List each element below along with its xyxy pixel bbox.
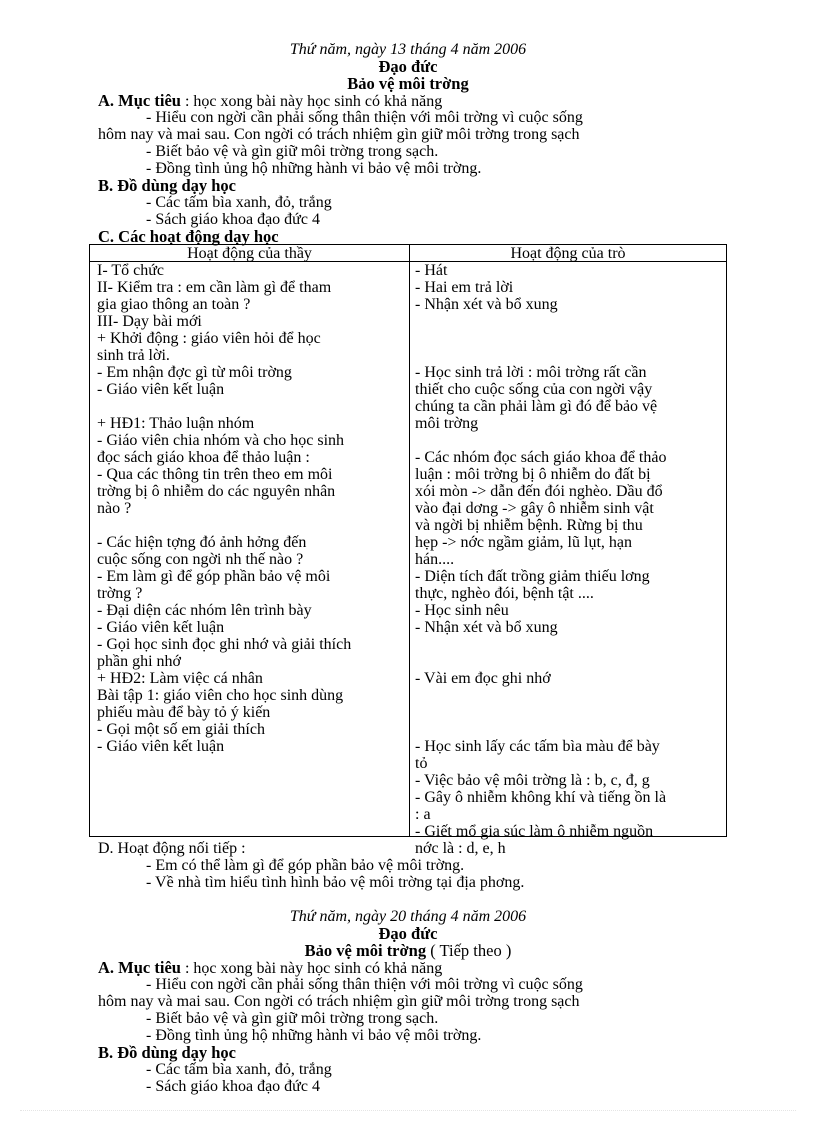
student-activity-line: - Học sinh lấy các tấm bìa màu để bày [415, 738, 660, 755]
student-activity-line: chúng ta cần phải làm gì đó để bảo vệ [415, 398, 658, 415]
teacher-activity-line: - Giáo viên chia nhóm và cho học sinh [97, 432, 345, 449]
lesson2-title: Bảo vệ môi trờng [304, 941, 427, 960]
lesson2-date: Thứ năm, ngày 20 tháng 4 năm 2006 [289, 908, 527, 925]
lesson2-objective-line: - Hiểu con ngời cần phải sống thân thiện với môi trờng vì cuộc sống [146, 976, 583, 993]
lesson1-subject: Đạo đức [378, 57, 438, 76]
student-activity-line: môi trờng [415, 415, 479, 432]
teacher-activity-line: Bài tập 1: giáo viên cho học sinh dùng [97, 687, 344, 704]
student-activity-line: - Diện tích đất trồng giảm thiếu lơng [415, 568, 650, 585]
student-activity-line: thực, nghèo đói, bệnh tật .... [415, 585, 594, 602]
teacher-activity-line: II- Kiểm tra : em cần làm gì để tham [97, 279, 332, 296]
lesson2-objective-line: - Biết bảo vệ và gìn giữ môi trờng trong sạch. [146, 1010, 439, 1027]
student-activity-line: - Các nhóm đọc sách giáo khoa để thảo [415, 449, 667, 466]
lesson2-title-line [0, 942, 816, 959]
teacher-activity-line: - Gọi học sinh đọc ghi nhớ và giải thích [97, 636, 352, 653]
teacher-activity-line: + Khởi động : giáo viên hỏi để học [97, 330, 321, 347]
teacher-activity-line: - Giáo viên kết luận [97, 381, 225, 398]
student-activities-cell [410, 262, 727, 857]
student-activity-line: và ngời bị nhiễm bệnh. Rừng bị thu [415, 517, 643, 534]
lesson2-objectives [98, 959, 442, 977]
teacher-activity-line: - Em nhận đợc gì từ môi trờng [97, 364, 292, 381]
teacher-column-header: Hoạt động của thầy [187, 245, 312, 262]
lesson1-materials-label: B. Đồ dùng dạy học [98, 176, 237, 195]
lesson1-objective-line: - Biết bảo vệ và gìn giữ môi trờng trong sạch. [146, 143, 439, 160]
student-activity-line: - Giết mổ gia súc làm ô nhiễm nguồn [415, 823, 654, 840]
student-header-cell [410, 245, 727, 262]
lesson2-objective-line: hôm nay và mai sau. Con ngời có trách nhiệm gìn giữ môi trờng trong sạch [98, 993, 580, 1010]
teacher-activity-line: - Gọi một số em giải thích [97, 721, 265, 738]
lesson1-objective-line: - Đồng tình ủng hộ những hành vi bảo vệ môi trờng. [146, 160, 482, 177]
student-activity-line: - Hai em trả lời [415, 279, 514, 296]
teacher-activity-line: - Em làm gì để góp phần bảo vệ môi [97, 568, 331, 585]
lesson1-material-line: - Sách giáo khoa đạo đức 4 [146, 211, 320, 228]
teacher-activity-line: gia giao thông an toàn ? [97, 296, 251, 313]
teacher-activity-line: - Đại diện các nhóm lên trình bày [97, 602, 312, 619]
student-activity-line: : a [415, 806, 431, 823]
teacher-activity-line: phiếu màu để bày tỏ ý kiến [97, 704, 271, 721]
lesson2-objective-line: - Đồng tình ủng hộ những hành vi bảo vệ môi trờng. [146, 1027, 482, 1044]
student-activity-line: xói mòn -> dẫn đến đói nghèo. Dầu đổ [415, 483, 663, 500]
student-activity-line: - Nhận xét và bổ xung [415, 619, 558, 636]
teacher-activity-line: - Giáo viên kết luận [97, 738, 225, 755]
lesson1-activities-label: C. Các hoạt động dạy học [98, 227, 279, 246]
teacher-activity-line: phần ghi nhớ [97, 653, 182, 670]
lesson2-title-suffix: ( Tiếp theo ) [426, 941, 512, 960]
lesson1-objectives-intro: : học xong bài này học sinh có khả năng [180, 93, 443, 110]
lesson1-date: Thứ năm, ngày 13 tháng 4 năm 2006 [289, 41, 527, 58]
student-activity-line: - Hát [415, 262, 448, 279]
teacher-activity-line: + HĐ1: Thảo luận nhóm [97, 415, 255, 432]
teacher-activity-line: - Các hiện tợng đó ảnh hởng đến [97, 534, 307, 551]
student-column-header: Hoạt động của trò [510, 245, 626, 262]
lesson1-followup-line: - Về nhà tìm hiểu tình hình bảo vệ môi trờng tại địa phơng. [146, 874, 525, 891]
teacher-activity-line: sinh trả lời. [97, 347, 170, 364]
lesson1-followup-label: D. Hoạt động nối tiếp : [98, 840, 246, 857]
teacher-activity-line: + HĐ2: Làm việc cá nhân [97, 670, 263, 687]
teacher-activity-line: - Qua các thông tin trên theo em môi [97, 466, 333, 483]
lesson1-objectives [98, 92, 442, 110]
teacher-activity-line: cuộc sống con ngời nh thế nào ? [97, 551, 304, 568]
student-activity-line: luận : môi trờng bị ô nhiễm do đất bị [415, 466, 651, 483]
teacher-activity-line: nào ? [97, 500, 132, 517]
teacher-activity-line: trờng bị ô nhiễm do các nguyên nhân [97, 483, 336, 500]
teacher-activity-line: đọc sách giáo khoa để thảo luận : [97, 449, 310, 466]
teacher-header-cell [90, 245, 410, 262]
student-activity-line: tỏ [415, 755, 428, 772]
student-activity-line: - Học sinh trả lời : môi trờng rất cần [415, 364, 647, 381]
student-activity-line: hán.... [415, 551, 455, 568]
student-activity-line: vào đại dơng -> gây ô nhiễm sinh vật [415, 500, 654, 517]
student-activity-line: hẹp -> nớc ngầm giảm, lũ lụt, hạn [415, 534, 632, 551]
lesson2-material-line: - Các tấm bìa xanh, đỏ, trắng [146, 1061, 332, 1078]
lesson2-material-line: - Sách giáo khoa đạo đức 4 [146, 1078, 320, 1095]
student-activity-line: - Gây ô nhiễm không khí và tiếng ồn là [415, 789, 667, 806]
lesson1-followup-line: - Em có thể làm gì để góp phần bảo vệ môi trờng. [146, 857, 465, 874]
student-activity-line: - Nhận xét và bổ xung [415, 296, 558, 313]
student-activity-line: - Học sinh nêu [415, 602, 509, 619]
teacher-activity-line: - Giáo viên kết luận [97, 619, 225, 636]
teacher-activity-line: III- Dạy bài mới [97, 313, 202, 330]
lesson2-objectives-label: A. Mục tiêu [98, 958, 181, 977]
lesson1-objectives-label: A. Mục tiêu [98, 91, 181, 110]
teacher-activities-cell [90, 262, 410, 837]
student-activity-line: - Việc bảo vệ môi trờng là : b, c, đ, g [415, 772, 650, 789]
lesson1-objective-line: - Hiểu con ngời cần phải sống thân thiện với môi trờng vì cuộc sống [146, 109, 583, 126]
student-activity-line: nớc là : d, e, h [415, 840, 506, 857]
student-activity-line: - Vài em đọc ghi nhớ [415, 670, 551, 687]
lesson2-materials-label: B. Đồ dùng dạy học [98, 1043, 237, 1062]
lesson2-objectives-intro: : học xong bài này học sinh có khả năng [180, 960, 443, 977]
lesson1-material-line: - Các tấm bìa xanh, đỏ, trắng [146, 194, 332, 211]
student-activity-line: thiết cho cuộc sống của con ngời vậy [415, 381, 653, 398]
teacher-activity-line: I- Tổ chức [97, 262, 165, 279]
lesson1-objective-line: hôm nay và mai sau. Con ngời có trách nhiệm gìn giữ môi trờng trong sạch [98, 126, 580, 143]
teacher-activity-line: trờng ? [97, 585, 143, 602]
lesson2-subject: Đạo đức [378, 924, 438, 943]
lesson1-title: Bảo vệ môi trờng [347, 74, 469, 93]
page-bottom-divider [20, 1110, 796, 1111]
